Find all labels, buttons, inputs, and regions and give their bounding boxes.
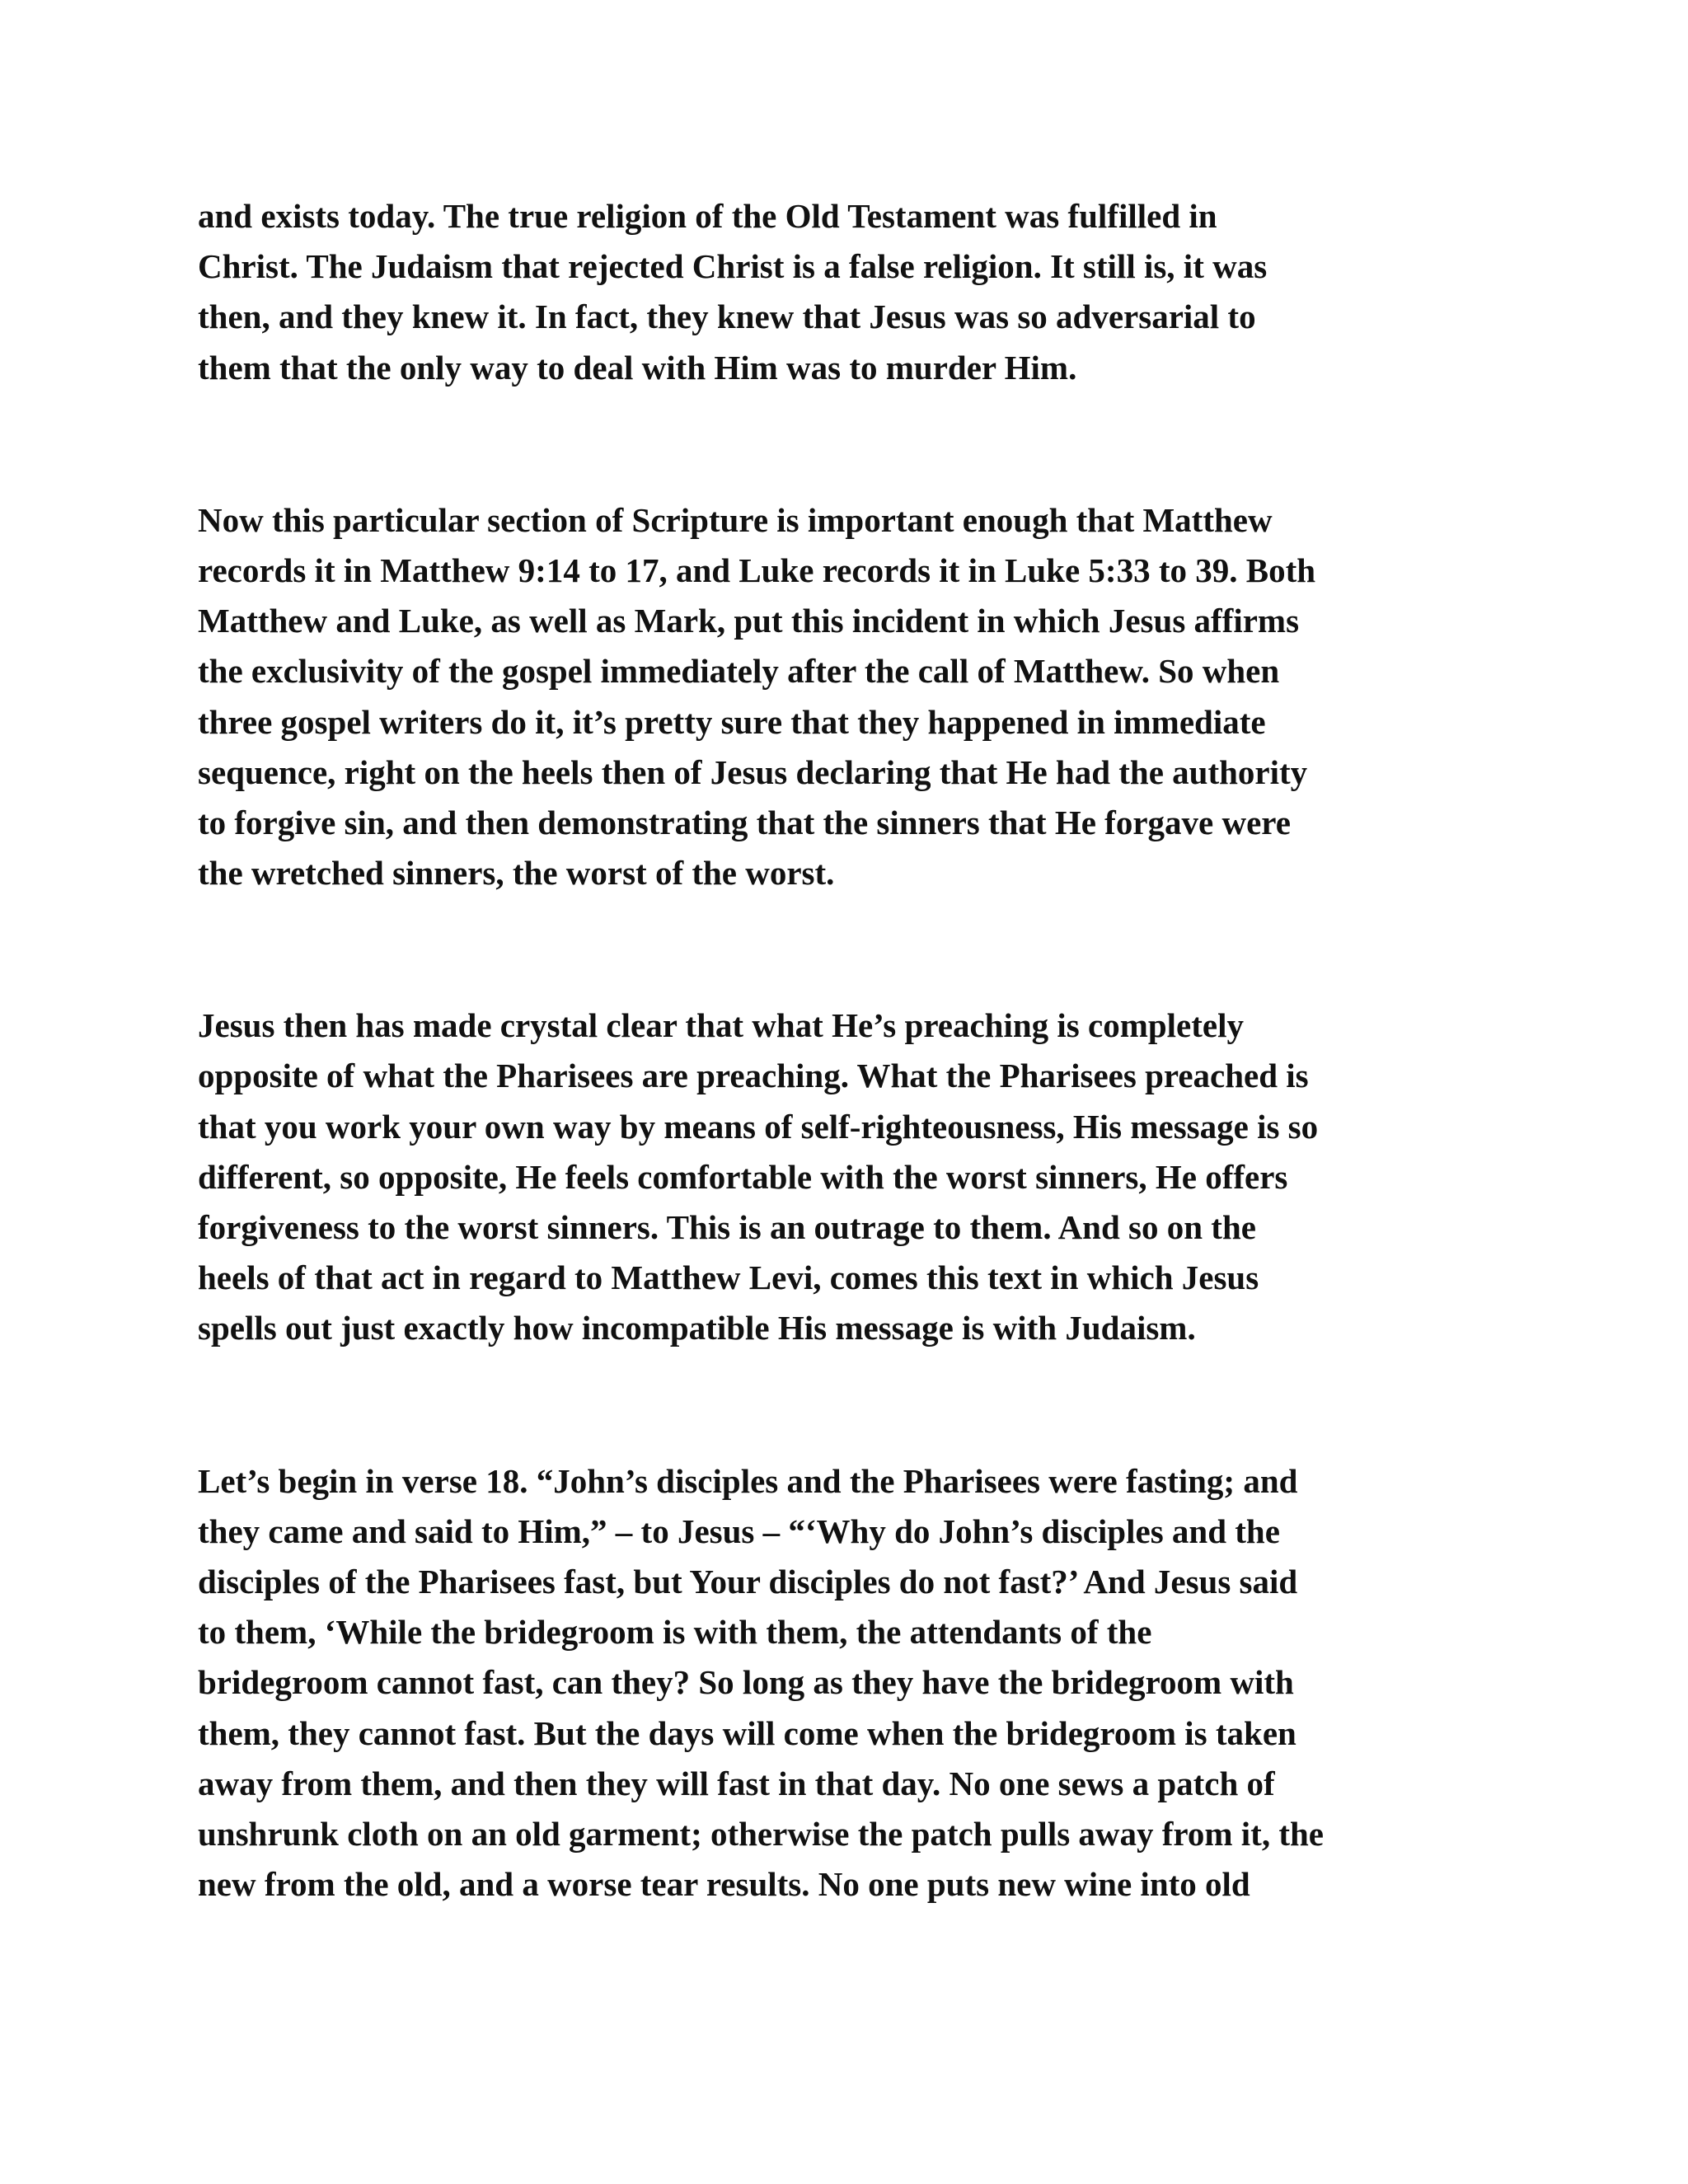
text-line: Christ. The Judaism that rejected Christ is a false religion. It still is, it was (198, 247, 1268, 286)
text-line: sequence, right on the heels then of Jesus declaring that He had the authority (198, 752, 1308, 791)
text-line: then, and they knew it. In fact, they knew that Jesus was so adversarial to (198, 298, 1256, 336)
text-line: opposite of what the Pharisees are preaching. What the Pharisees preached is (198, 1057, 1309, 1095)
text-line: the wretched sinners, the worst of the worst. (198, 854, 835, 893)
text-line: bridegroom cannot fast, can they? So long as they have the bridegroom with (198, 1663, 1294, 1702)
text-line: unshrunk cloth on an old garment; otherwise the patch pulls away from it, the (198, 1814, 1324, 1853)
text-line: to them, ‘While the bridegroom is with them, the attendants of the (198, 1613, 1152, 1652)
text-line: Let’s begin in verse 18. “John’s disciples and the Pharisees were fasting; and (198, 1461, 1298, 1500)
text-line: different, so opposite, He feels comfortable with the worst sinners, He offers (198, 1157, 1288, 1196)
paragraph-3 (198, 1001, 1517, 1353)
text-line: them, they cannot fast. But the days will come when the bridegroom is taken (198, 1713, 1296, 1752)
text-line: three gospel writers do it, it’s pretty sure that they happened in immediate (198, 702, 1266, 741)
text-line: to forgive sin, and then demonstrating that the sinners that He forgave were (198, 803, 1291, 841)
paragraph-1 (198, 191, 1517, 393)
text-line: the exclusivity of the gospel immediately after the call of Matthew. So when (198, 652, 1280, 691)
text-line: heels of that act in regard to Matthew Levi, comes this text in which Jesus (198, 1258, 1259, 1297)
text-line: that you work your own way by means of self-righteousness, His message is so (198, 1107, 1319, 1146)
text-line: them that the only way to deal with Him was to murder Him. (198, 348, 1077, 387)
text-line: Matthew and Luke, as well as Mark, put this incident in which Jesus affirms (198, 602, 1300, 640)
text-line: spells out just exactly how incompatible His message is with Judaism. (198, 1309, 1196, 1347)
text-line: they came and said to Him,” – to Jesus – “‘Why do John’s disciples and the (198, 1511, 1280, 1550)
text-line: Now this particular section of Scripture is important enough that Matthew (198, 500, 1273, 539)
paragraph-4 (198, 1456, 1517, 1910)
text-line: Jesus then has made crystal clear that what He’s preaching is completely (198, 1006, 1244, 1045)
paragraph-2 (198, 495, 1517, 899)
text-line: disciples of the Pharisees fast, but Your disciples do not fast?’ And Jesus said (198, 1562, 1298, 1601)
text-line: and exists today. The true religion of the Old Testament was fulfilled in (198, 197, 1217, 235)
text-line: forgiveness to the worst sinners. This is an outrage to them. And so on the (198, 1208, 1256, 1246)
text-line: records it in Matthew 9:14 to 17, and Luke records it in Luke 5:33 to 39. Both (198, 551, 1316, 589)
document-body (198, 191, 1517, 2012)
text-line: new from the old, and a worse tear results. No one puts new wine into old (198, 1865, 1250, 1904)
text-line: away from them, and then they will fast in that day. No one sews a patch of (198, 1764, 1275, 1802)
